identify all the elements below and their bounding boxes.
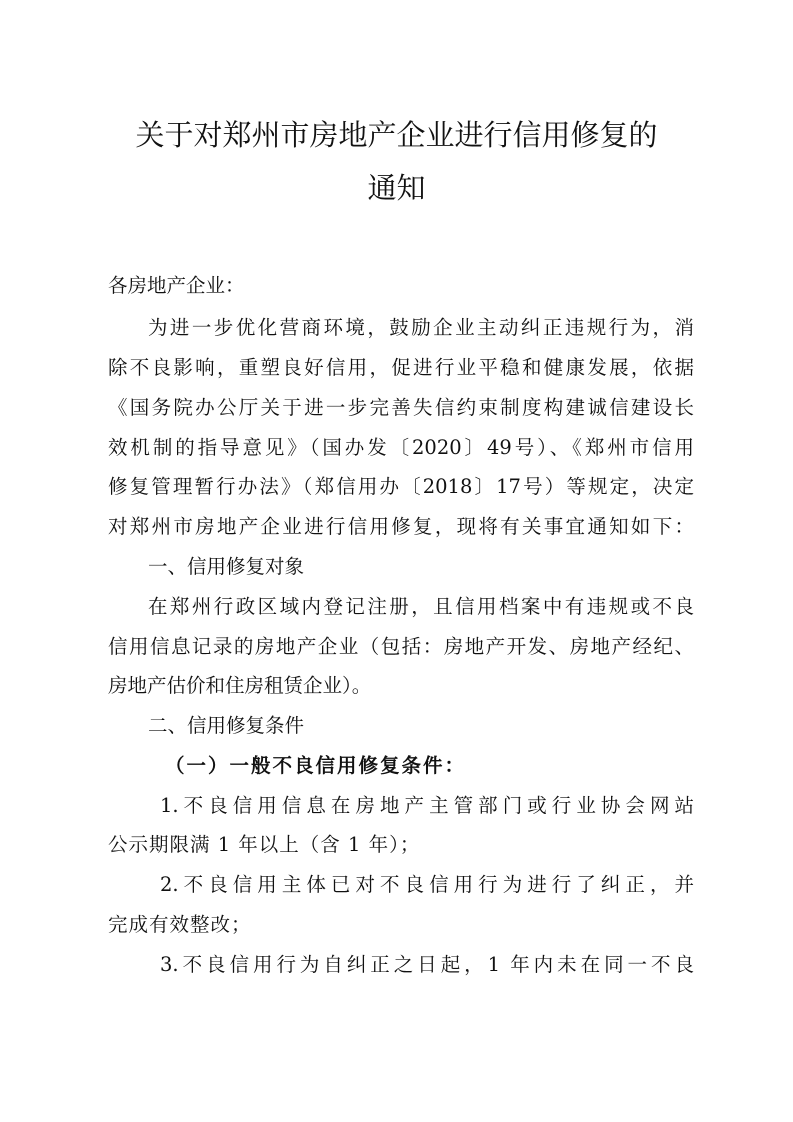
document-title-line1: 关于对郑州市房地产企业进行信用修复的 [135, 118, 658, 152]
intro-line: 《国务院办公厅关于进一步完善失信约束制度构建诚信建设长 [108, 396, 694, 419]
section1-line: 信用信息记录的房地产企业（包括：房地产开发、房地产经纪、 [108, 635, 694, 658]
intro-line: 对郑州市房地产企业进行信用修复，现将有关事宜通知如下： [108, 515, 694, 538]
salutation: 各房地产企业： [108, 274, 245, 297]
intro-line: 修复管理暂行办法》（郑信用办〔2018〕17号）等规定，决定 [108, 475, 694, 498]
subsection-heading: （一）一般不良信用修复条件： [165, 754, 467, 777]
section1-line: 房地产估价和住房租赁企业）。 [108, 674, 372, 697]
section1-line: 在郑州行政区域内登记注册，且信用档案中有违规或不良 [148, 595, 694, 618]
section-heading-1: 一、信用修复对象 [148, 555, 305, 578]
section-heading-2: 二、信用修复条件 [148, 714, 305, 737]
condition-item-2: 2.不良信用主体已对不良信用行为进行了纠正，并 [160, 873, 694, 896]
condition-item-1-cont: 公示期限满 1 年以上（含 1 年）； [108, 833, 421, 856]
intro-line: 除不良影响，重塑良好信用，促进行业平稳和健康发展，依据 [108, 356, 694, 379]
intro-line: 为进一步优化营商环境，鼓励企业主动纠正违规行为，消 [148, 316, 694, 339]
condition-item-3: 3.不良信用行为自纠正之日起，1 年内未在同一不良 [160, 953, 694, 976]
document-title-line2: 通知 [367, 171, 426, 205]
intro-line: 效机制的指导意见》（国办发〔2020〕49号）、《郑州市信用 [108, 436, 694, 459]
condition-item-2-cont: 完成有效整改； [108, 913, 252, 936]
condition-item-1: 1.不良信用信息在房地产主管部门或行业协会网站 [160, 794, 694, 817]
